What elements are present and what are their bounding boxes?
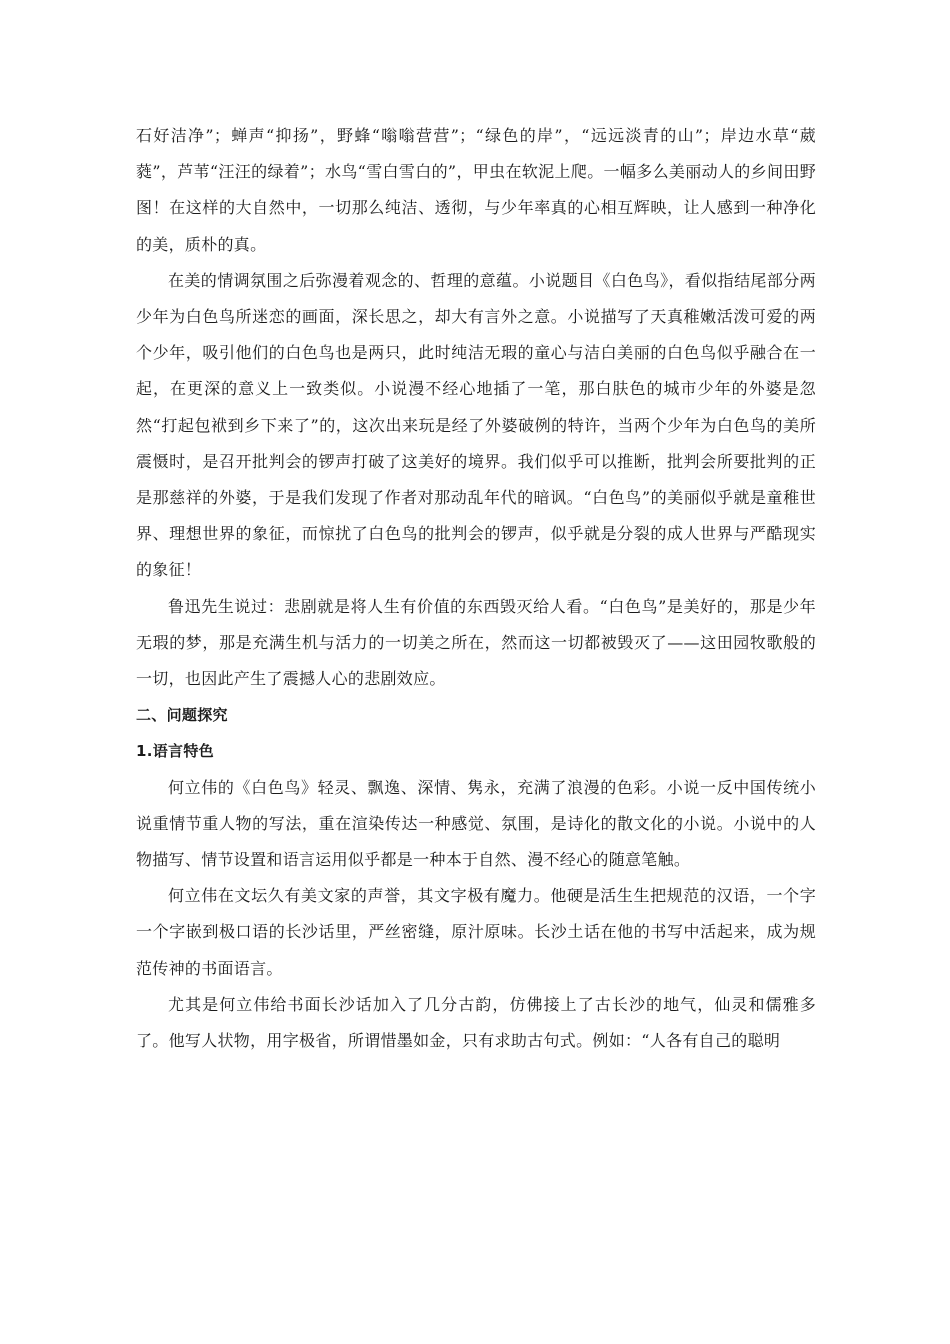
document-body xyxy=(136,118,816,1059)
paragraph-symbolic-meaning: 在美的情调氛围之后弥漫着观念的、哲理的意蕴。小说题目《白色鸟》，看似指结尾部分两少年为白色鸟所迷恋的画面，深长思之，却大有言外之意。小说描写了天真稚嫩活泼可爱的两个少年，吸引他们的白色鸟也是两只，此时纯洁无瑕的童心与洁白美丽的白色鸟似乎融合在一起，在更深的意义上一致类似。小说漫不经心地插了一笔，那白肤色的城市少年的外婆是忽然“打起包袱到乡下来了”的，这次出来玩是经了外婆破例的特许，当两个少年为白色鸟的美所震慑时，是召开批判会的锣声打破了这美好的境界。我们似乎可以推断，批判会所要批判的正是那慈祥的外婆，于是我们发现了作者对那动乱年代的暗讽。“白色鸟”的美丽似乎就是童稚世界、理想世界的象征，而惊扰了白色鸟的批判会的锣声，似乎就是分裂的成人世界与严酷现实的象征！ xyxy=(136,270,816,580)
paragraph-nature-scene: 石好洁净”；蝉声“抑扬”，野蜂“嗡嗡营营”；“绿色的岸”，“远远淡青的山”；岸边水草“葳蕤”，芦苇“汪汪的绿着”；水鸟“雪白雪白的”，甲虫在软泥上爬。一幅多么美丽动人的乡间田野图！在这样的大自然中，一切那么纯洁、透彻，与少年率真的心相互辉映，让人感到一种净化的美，质朴的真。 xyxy=(136,126,816,254)
paragraph-style-overview: 何立伟的《白色鸟》轻灵、飘逸、深情、隽永，充满了浪漫的色彩。小说一反中国传统小说重情节重人物的写法，重在渲染传达一种感觉、氛围，是诗化的散文化的小说。小说中的人物描写、情节设置和语言运用似乎都是一种本于自然、漫不经心的随意笔触。 xyxy=(136,777,816,870)
paragraph-tragedy: 鲁迅先生说过：悲剧就是将人生有价值的东西毁灭给人看。“白色鸟”是美好的，那是少年无瑕的梦，那是充满生机与活力的一切美之所在，然而这一切都被毁灭了——这田园牧歌般的一切，也因此产生了震撼人心的悲剧效应。 xyxy=(136,596,816,689)
paragraph-dialect-language: 何立伟在文坛久有美文家的声誉，其文字极有魔力。他硬是活生生把规范的汉语，一个字一个字嵌到极口语的长沙话里，严丝密缝，原汁原味。长沙土话在他的书写中活起来，成为规范传神的书面语言。 xyxy=(136,886,816,978)
section-heading: 二、问题探究 xyxy=(136,706,228,725)
paragraph-classical-flavor: 尤其是何立伟给书面长沙话加入了几分古韵，仿佛接上了古长沙的地气，仙灵和儒雅多了。他写人状物，用字极省，所谓惜墨如金，只有求助古句式。例如：“人各有自己的聪明 xyxy=(136,994,816,1051)
subsection-heading: 1.语言特色 xyxy=(136,742,214,761)
